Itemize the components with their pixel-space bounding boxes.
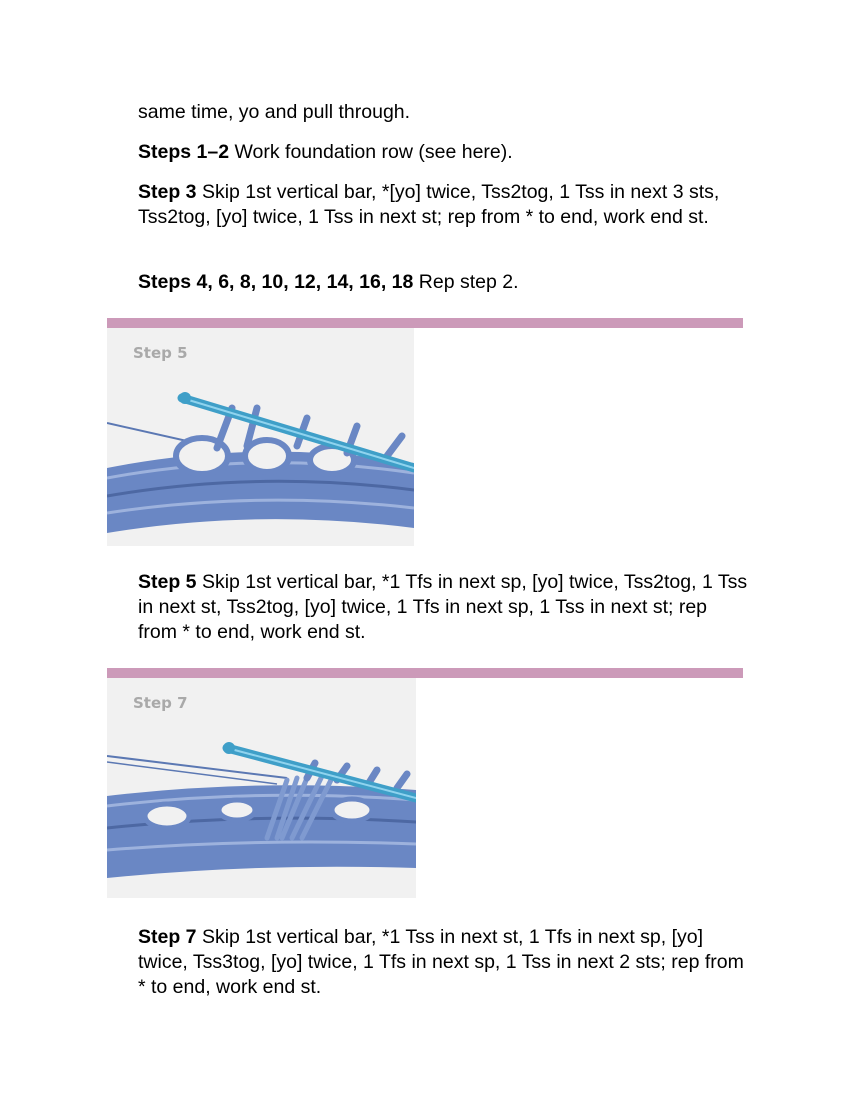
step-5-photo	[107, 328, 414, 546]
paragraph-text: same time, yo and pull through.	[138, 101, 411, 123]
photo-caption: Step 7	[133, 694, 188, 712]
paragraph-bold: Steps 4, 6, 8, 10, 12, 14, 16, 18	[138, 271, 414, 293]
step-7-photo	[107, 678, 416, 898]
paragraph-continuation	[138, 100, 748, 125]
paragraph-steps-1-2	[138, 140, 748, 165]
section-divider	[107, 668, 743, 678]
paragraph-text: Skip 1st vertical bar, *1 Tfs in next sp, [yo] twice, Tss2tog, 1 Tss in next st, Tss2tog, [yo] twice, 1 Tfs in next sp, 1 Tss in next st; rep from * to end, work end st.	[138, 571, 748, 643]
photo-caption: Step 5	[133, 344, 188, 362]
section-divider	[107, 318, 743, 328]
paragraph-text: Skip 1st vertical bar, *1 Tss in next st, 1 Tfs in next sp, [yo] twice, Tss3tog, [yo] twice, 1 Tfs in next sp, 1 Tss in next 2 sts; rep from * to end, work end st.	[138, 926, 744, 998]
paragraph-bold: Step 7	[138, 926, 197, 948]
paragraph-step-3	[138, 180, 748, 230]
paragraph-text: Skip 1st vertical bar, *[yo] twice, Tss2tog, 1 Tss in next 3 sts, Tss2tog, [yo] twice, 1 Tss in next st; rep from * to end, work end st.	[138, 181, 720, 228]
paragraph-steps-even	[138, 270, 748, 295]
paragraph-text: Rep step 2.	[413, 271, 519, 293]
paragraph-step-7	[138, 925, 748, 1000]
paragraph-text: Work foundation row (see here).	[229, 141, 513, 163]
paragraph-bold: Step 5	[138, 571, 197, 593]
paragraph-step-5	[138, 570, 748, 645]
paragraph-bold: Step 3	[138, 181, 197, 203]
paragraph-bold: Steps 1–2	[138, 141, 230, 163]
